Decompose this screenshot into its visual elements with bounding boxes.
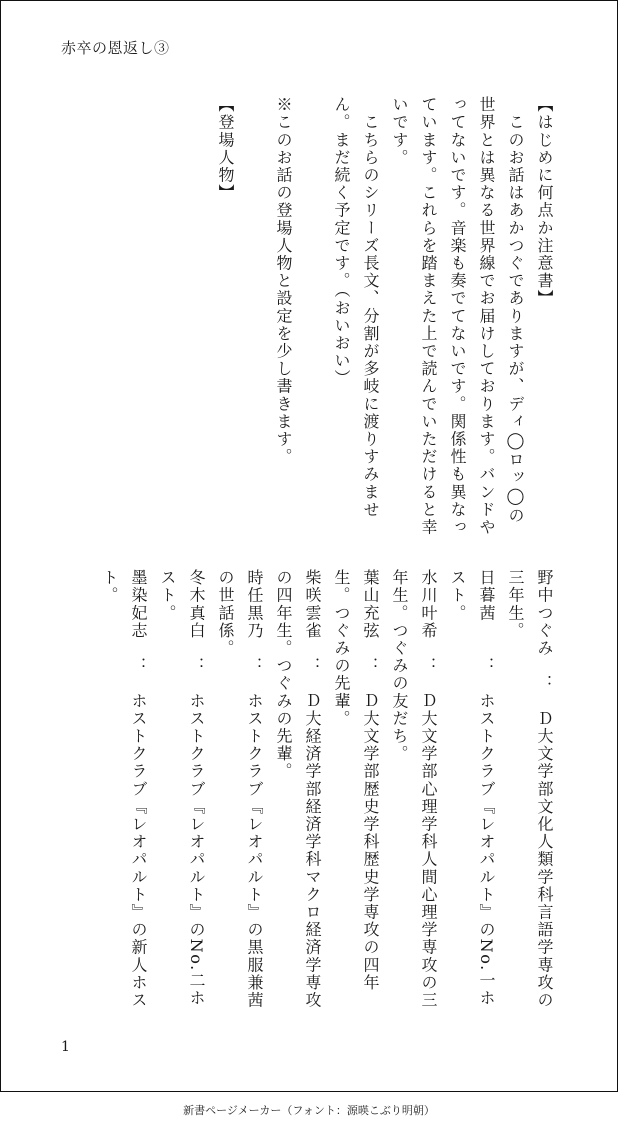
intro-paragraph-1: このお話はあかつぐでありますが、ディ◯ロッ◯の世界とは異なる世界線でお届けしております。バンドやってないです。音楽も奏でてないです。関係性も異なっています。これらを踏まえた上で読んでいただけると幸いです。 <box>390 96 525 536</box>
character-list <box>95 569 559 1024</box>
character-entry: 冬木真白 ： ホストクラブ『レオパルト』のNo.二ホスト。 <box>158 569 206 1008</box>
footer-caption: 新書ページメーカー（フォント：源暎こぶり明朝） <box>183 1104 435 1117</box>
character-entry: 柴咲雲雀 ： Ｄ大経済学部経済学科マクロ経済学専攻の四年生。つぐみの先輩。 <box>274 569 322 1009</box>
notice-heading: 【はじめに何点か注意書】 <box>535 96 554 308</box>
page-number: 1 <box>61 1039 70 1055</box>
blank-line <box>298 96 327 538</box>
cast-heading: 【登場人物】 <box>216 96 235 202</box>
intro-paragraph-2: こちらのシリーズ長文、分割が多岐に渡りすみません。まだ続く予定です。（おいおい） <box>332 96 380 519</box>
blank-line <box>240 96 269 538</box>
character-entry: 日暮茜 ： ホストクラブ『レオパルト』のNo.一ホスト。 <box>448 569 496 1008</box>
character-entry: 墨染妃志 ： ホストクラブ『レオパルト』の新人ホスト。 <box>100 569 148 1009</box>
characters-note: ※このお話の登場人物と設定を少し書きます。 <box>274 96 293 466</box>
page-title: 赤卒の恩返し③ <box>61 39 170 57</box>
character-entry: 時任黒乃 ： ホストクラブ『レオパルト』の黒服兼茜の世話係。 <box>216 569 264 1009</box>
character-entry: 野中つぐみ ： Ｄ大文学部文化人類学科言語学専攻の三年生。 <box>506 569 554 1009</box>
character-entry: 水川叶希 ： Ｄ大文学部心理学科人間心理学専攻の三年生。つぐみの友だち。 <box>390 569 438 1009</box>
character-entry: 葉山充弦 ： Ｄ大文学部歴史学科歴史学専攻の四年生。つぐみの先輩。 <box>332 569 380 992</box>
intro-section <box>211 96 559 538</box>
